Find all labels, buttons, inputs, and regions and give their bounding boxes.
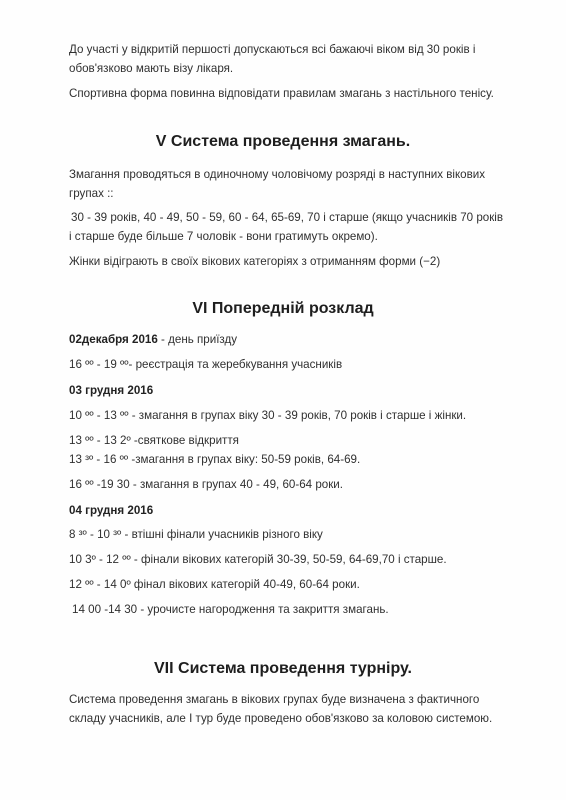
schedule-text: - реєстрація та жеребкування учасників <box>128 358 343 371</box>
day1-date: 02декабря 2016 <box>69 333 158 346</box>
schedule-text: -змагання в групах віку: 50-59 років, 64-69. <box>128 453 361 466</box>
section-vi-heading: VI Попередній розклад <box>192 300 374 317</box>
schedule-text: фінал вікових категорій 40-49, 60-64 роки. <box>130 578 360 591</box>
schedule-text: - змагання в групах 40 - 49, 60-64 роки. <box>129 478 343 491</box>
age-groups-intro-line-2: групах :: <box>69 187 114 200</box>
tournament-system-line-1: Система проведення змагань в вікових групах буде визначена з фактичного <box>69 693 480 706</box>
schedule-time: 8 ³º - 10 ³º <box>69 528 122 541</box>
schedule-item <box>69 406 539 426</box>
schedule-time: 13 ³º - 16 ºº <box>69 453 129 466</box>
schedule-item <box>69 431 539 451</box>
section-vii-heading: VII Система проведення турніру. <box>154 660 412 677</box>
day2-date: 03 грудня 2016 <box>69 384 154 397</box>
age-groups-intro-line-1: Змагання проводяться в одиночному чоловічому розряді в наступних вікових <box>69 168 486 181</box>
schedule-time: 13 ºº - 13 2º <box>69 434 131 447</box>
schedule-item <box>69 525 539 545</box>
participation-text-line-1: До участі у відкритій першості допускаються всі бажаючі віком від 30 років і <box>69 43 476 56</box>
day3-date: 04 грудня 2016 <box>69 504 154 517</box>
schedule-time: 10 ºº - 13 ºº <box>69 409 129 422</box>
schedule-item <box>69 575 539 595</box>
age-groups-list-line-2: і старше буде більше 7 чоловік - вони гратимуть окремо). <box>69 230 378 243</box>
schedule-text: - змагання в групах віку 30 - 39 років, 70 років і старше і жінки. <box>128 409 467 422</box>
tournament-system-line-2: складу учасників, але I тур буде проведено обов'язково за коловою системою. <box>69 712 493 725</box>
sports-uniform-text: Спортивна форма повинна відповідати правилам змагань з настільного тенісу. <box>69 87 494 100</box>
schedule-time: 16 ºº -19 30 <box>69 478 130 491</box>
age-groups-list-line-1: 30 - 39 років, 40 - 49, 50 - 59, 60 - 64, 65-69, 70 і старше (якщо учасників 70 років <box>71 211 504 224</box>
schedule-item <box>69 475 539 495</box>
schedule-text: - фінали вікових категорій 30-39, 50-59, 64-69,70 і старше. <box>130 553 447 566</box>
day1-date-line <box>69 330 539 350</box>
women-categories-text: Жінки відіграють в своїх вікових категоріях з отриманням форми (−2) <box>69 255 441 268</box>
schedule-time: 10 3º - 12 ºº <box>69 553 131 566</box>
schedule-text: - урочисте нагородження та закриття змагань. <box>137 603 389 616</box>
section-v-heading: V Система проведення змагань. <box>155 133 411 150</box>
schedule-item <box>69 550 539 570</box>
schedule-item <box>69 355 539 375</box>
schedule-text: - втішні фінали учасників різного віку <box>121 528 323 541</box>
schedule-time: 14 00 -14 30 <box>72 603 138 616</box>
schedule-item <box>72 600 542 620</box>
schedule-text: -святкове відкриття <box>130 434 239 447</box>
day3-date-line <box>69 501 539 521</box>
schedule-time: 12 ºº - 14 0º <box>69 578 131 591</box>
schedule-item <box>69 450 539 470</box>
day1-date-suffix: - день приїзду <box>157 333 238 346</box>
schedule-time: 16 ºº - 19 ºº <box>69 358 129 371</box>
participation-text-line-2: обов'язково мають візу лікаря. <box>69 62 234 75</box>
day2-date-line <box>69 381 539 401</box>
